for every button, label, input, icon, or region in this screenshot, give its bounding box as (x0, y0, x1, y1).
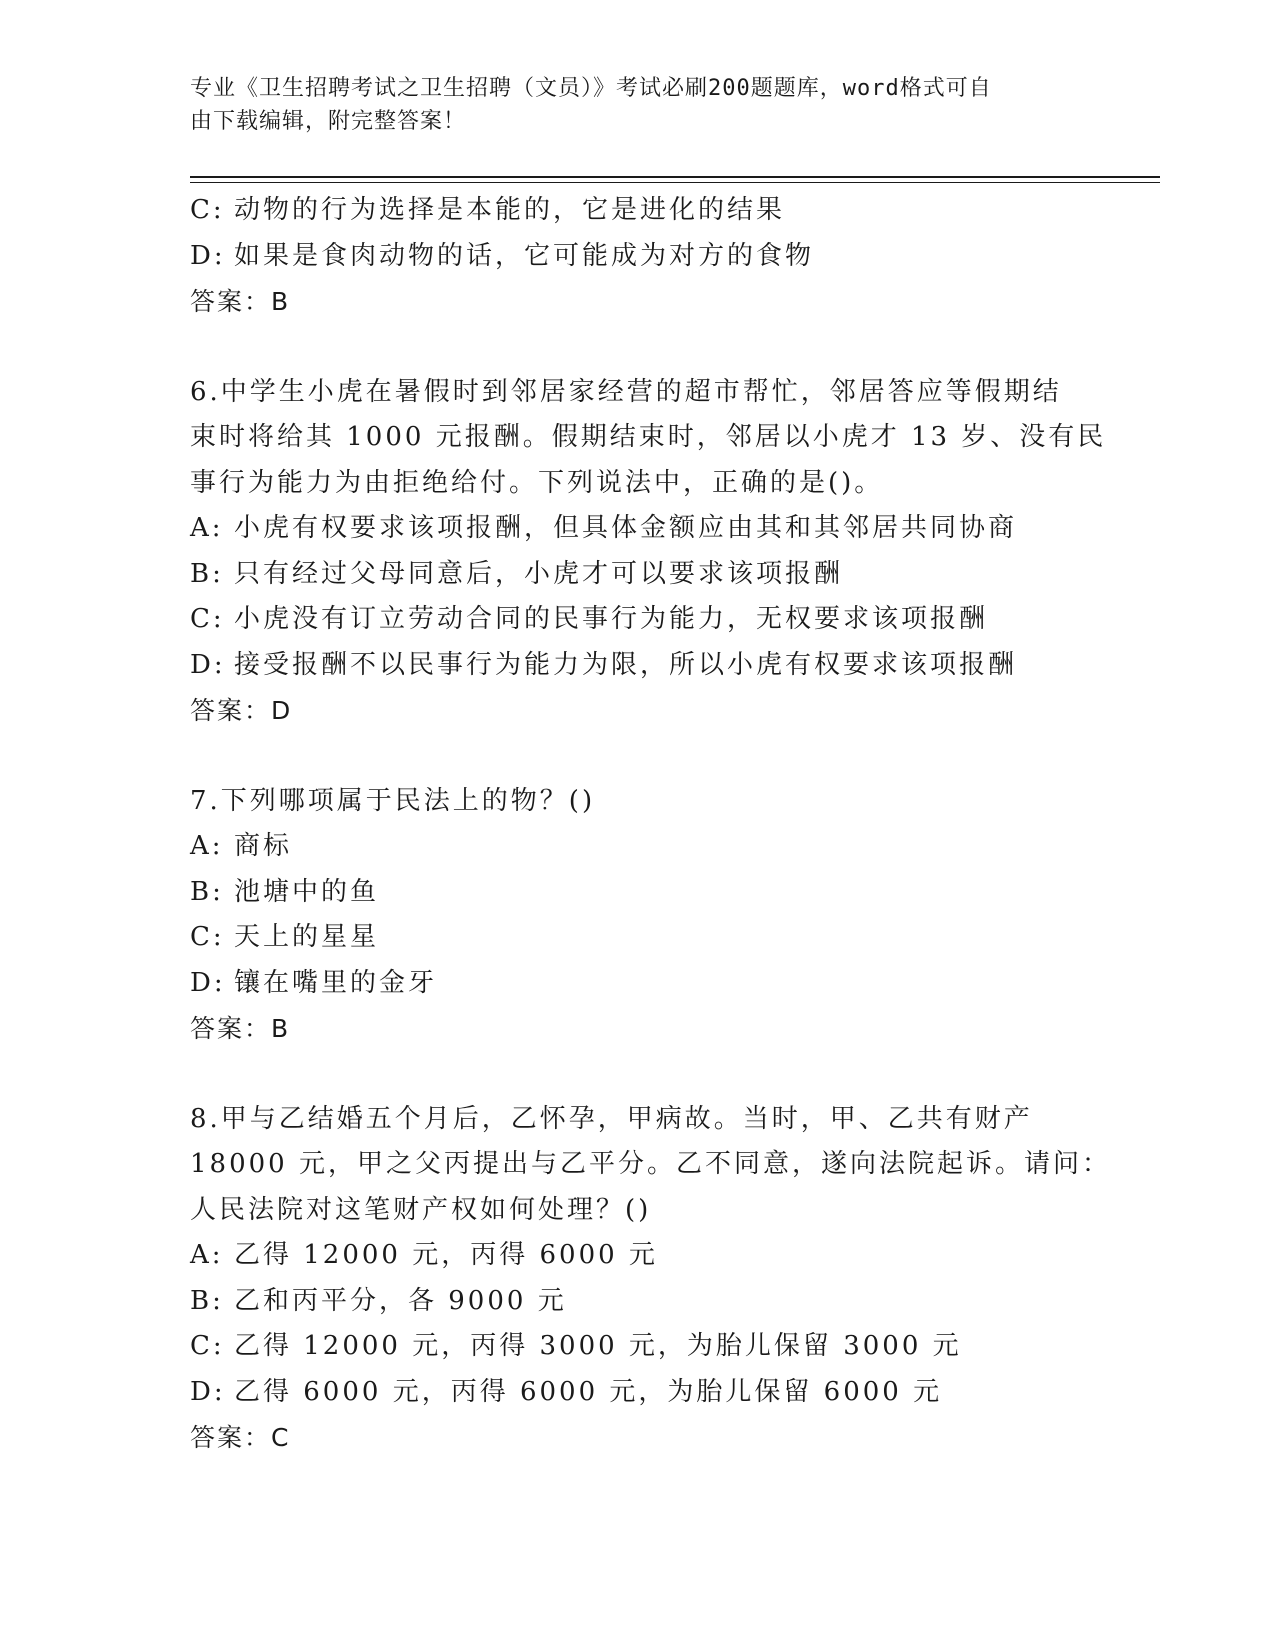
question-block-7 (190, 779, 1070, 1052)
option-line (190, 506, 1070, 552)
header-line-1: 专业《卫生招聘考试之卫生招聘（文员）》考试必刷200题题库，word格式可自 (190, 76, 992, 101)
question-stem-line: 束时将给其 1000 元报酬。假期结束时，邻居以小虎才 13 岁、没有民 (190, 422, 1107, 452)
option-label: B: (190, 1285, 224, 1316)
option-text: 小虎有权要求该项报酬，但具体金额应由其和其邻居共同协商 (234, 513, 1018, 543)
question-block-8 (190, 1097, 1111, 1461)
answer-line: 答案：D (190, 696, 293, 725)
spacer (190, 325, 1070, 370)
option-text: 只有经过父母同意后，小虎才可以要求该项报酬 (234, 558, 844, 589)
option-line (190, 961, 1070, 1007)
option-text: 动物的行为选择是本能的，它是进化的结果 (234, 195, 786, 225)
option-label: C: (190, 922, 225, 952)
question-content (190, 188, 1111, 1461)
option-text: 乙和丙平分，各 9000 元 (234, 1285, 567, 1316)
question-stem-line: 18000 元，甲之父丙提出与乙平分。乙不同意，遂向法院起诉。请问： (190, 1149, 1111, 1179)
option-label: D: (190, 649, 226, 680)
option-line (190, 1324, 1070, 1370)
option-label: D: (190, 1376, 226, 1407)
answer-line: 答案：C (190, 1423, 291, 1452)
option-text: 乙得 12000 元，丙得 3000 元，为胎儿保留 3000 元 (234, 1331, 962, 1361)
option-label: C: (190, 1331, 225, 1361)
question-block-6 (190, 370, 1107, 734)
document-header (190, 72, 1070, 138)
option-text: 商标 (234, 831, 293, 861)
question-stem-line: 7.下列哪项属于民法上的物？() (190, 785, 596, 816)
option-label: A: (190, 831, 224, 861)
option-label: D: (190, 967, 226, 998)
header-divider-thick (190, 176, 1160, 178)
option-label: D: (190, 240, 226, 271)
option-text: 乙得 12000 元，丙得 6000 元 (234, 1240, 658, 1270)
option-line (190, 234, 1070, 280)
header-divider-thin (190, 182, 1160, 183)
question-stem-line: 6.中学生小虎在暑假时到邻居家经营的超市帮忙，邻居答应等假期结 (190, 376, 1062, 407)
question-stem-line: 事行为能力为由拒绝给付。下列说法中，正确的是()。 (190, 467, 884, 498)
option-label: B: (190, 876, 224, 907)
question-block-continued (190, 188, 1070, 325)
option-line (190, 1233, 1070, 1279)
option-line (190, 824, 1070, 870)
question-stem-line: 人民法院对这笔财产权如何处理？() (190, 1194, 652, 1225)
spacer (190, 734, 1070, 779)
question-stem-line: 8.甲与乙结婚五个月后，乙怀孕，甲病故。当时，甲、乙共有财产 (190, 1103, 1033, 1134)
option-label: C: (190, 195, 225, 225)
option-label: B: (190, 558, 224, 589)
option-line (190, 1279, 1070, 1325)
option-text: 天上的星星 (234, 922, 380, 952)
option-label: A: (190, 513, 224, 543)
option-text: 如果是食肉动物的话，它可能成为对方的食物 (234, 240, 815, 271)
option-text: 小虎没有订立劳动合同的民事行为能力，无权要求该项报酬 (234, 604, 989, 634)
option-text: 池塘中的鱼 (234, 876, 380, 907)
option-line (190, 915, 1070, 961)
option-line (190, 552, 1070, 598)
option-line (190, 188, 1070, 234)
option-label: A: (190, 1240, 224, 1270)
answer-line: 答案：B (190, 1014, 291, 1043)
option-line (190, 870, 1070, 916)
option-line (190, 597, 1070, 643)
spacer (190, 1052, 1070, 1097)
option-text: 镶在嘴里的金牙 (234, 967, 438, 998)
option-text: 接受报酬不以民事行为能力为限，所以小虎有权要求该项报酬 (234, 649, 1018, 680)
option-line (190, 643, 1070, 689)
option-line (190, 1370, 1070, 1416)
answer-line: 答案：B (190, 287, 291, 316)
header-line-2: 由下载编辑，附完整答案！ (190, 109, 467, 134)
option-label: C: (190, 604, 225, 634)
option-text: 乙得 6000 元，丙得 6000 元，为胎儿保留 6000 元 (234, 1376, 943, 1407)
